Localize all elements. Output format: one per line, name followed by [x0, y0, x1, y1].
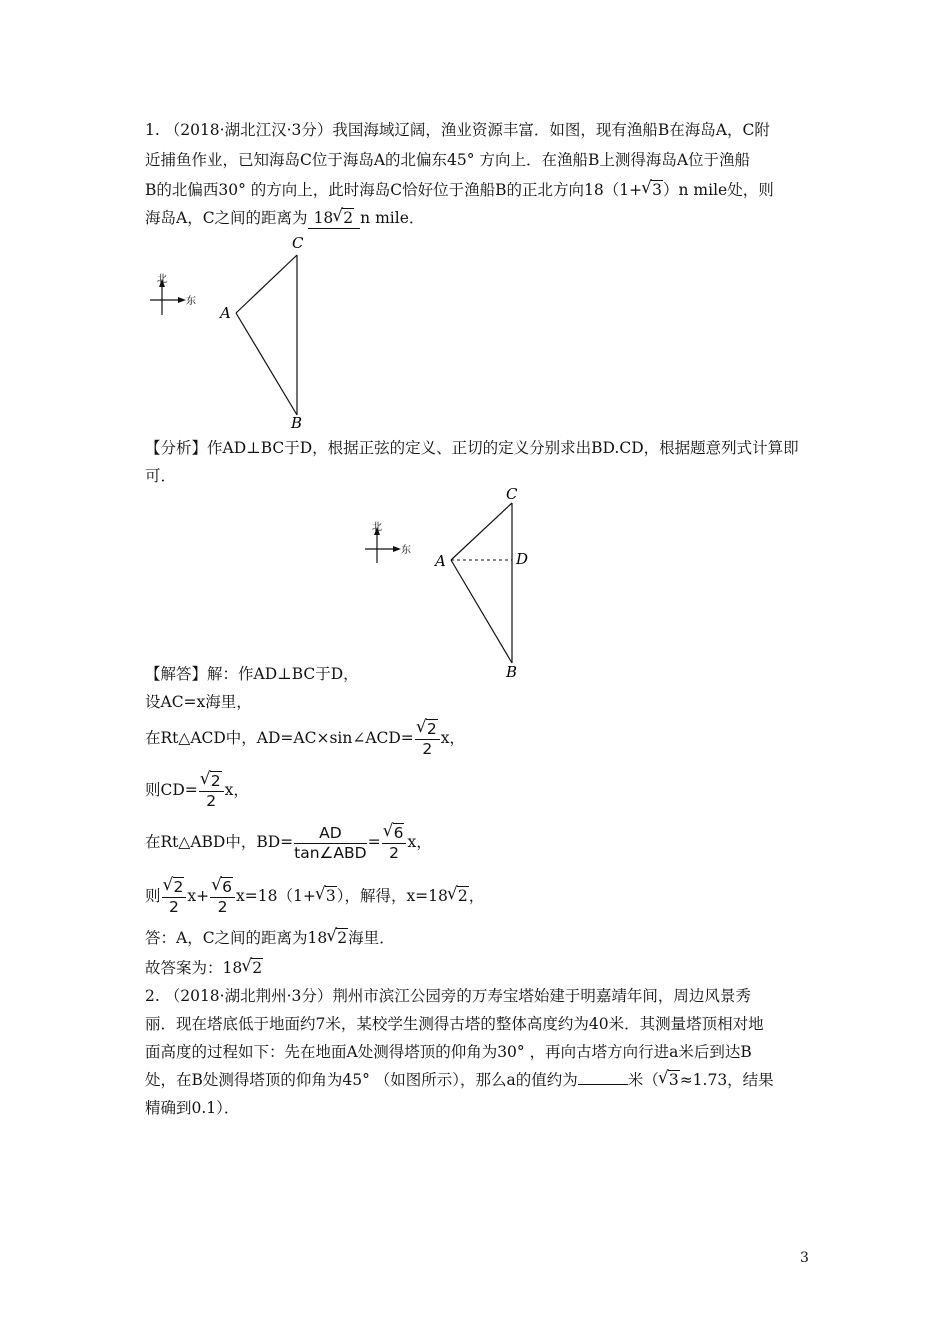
- fraction: [382, 824, 407, 863]
- denominator: tan∠ABD: [294, 843, 367, 862]
- numerator: [210, 878, 235, 898]
- q2-line3: 面高度的过程如下：先在地面A处测得塔顶的仰角为30° ，再向古塔方向行进a米后到达B: [145, 1043, 752, 1061]
- denominator: 2: [389, 843, 399, 862]
- s3-end: x，: [440, 729, 465, 747]
- sqrt: [201, 772, 222, 791]
- s4-text: 则CD=: [145, 781, 198, 799]
- radicand: 2: [426, 719, 437, 738]
- solution-line4: [145, 770, 249, 811]
- q2-line2: 丽．现在塔底低于地面约7米，某校学生测得古塔的整体高度约为40米．其测量塔顶相对地: [145, 1015, 764, 1033]
- numerator: [382, 824, 407, 844]
- denominator: 2: [422, 739, 433, 758]
- side-ab: [236, 313, 297, 415]
- denominator: 2: [206, 791, 217, 810]
- q2-line5: 精确到0.1）．: [145, 1099, 240, 1117]
- answer-blank: [578, 1084, 628, 1085]
- east-label: 东: [186, 296, 196, 307]
- radicand: 3: [325, 887, 336, 905]
- fraction: [294, 824, 366, 863]
- radicand: 3: [652, 181, 662, 199]
- sqrt-2: [333, 208, 354, 228]
- s5-end: x，: [407, 833, 432, 851]
- label-c: C: [506, 485, 518, 503]
- q1-line1: 1. （2018·湖北江汉·3分）我国海域辽阔，渔业资源丰富．如图，现有渔船B在海岛A，C附: [145, 121, 770, 139]
- label-b: B: [506, 663, 518, 680]
- radicand: 3: [668, 1071, 679, 1089]
- denominator: 2: [217, 897, 228, 916]
- label-d: D: [516, 550, 529, 568]
- label-b: B: [291, 414, 303, 430]
- radicand: 6: [393, 823, 404, 842]
- s6-mid2: x=18（1+: [236, 887, 316, 905]
- radicand: 2: [337, 929, 348, 947]
- sqrt-3: [642, 180, 663, 200]
- radicand: 6: [222, 877, 232, 896]
- answer-coef: 18: [313, 209, 334, 227]
- sqrt: [417, 720, 438, 739]
- q1-line2: 近捕鱼作业，已知海岛C位于海岛A的北偏东45° 方向上．在渔船B上测得海岛A位于渔船: [145, 151, 751, 169]
- side-ac: [236, 255, 297, 313]
- figure-1: [140, 230, 340, 430]
- numerator: [415, 720, 440, 740]
- fraction: [162, 878, 187, 917]
- q1-line4-end: n mile．: [360, 209, 425, 227]
- north-label: 北: [372, 522, 382, 533]
- numerator: AD: [294, 824, 366, 844]
- label-a: A: [220, 304, 231, 322]
- compass-icon: [365, 521, 411, 563]
- q2-line4: [145, 1070, 774, 1090]
- sqrt-3: [316, 876, 337, 916]
- q1-line4-text: 海岛A，C之间的距离为: [145, 209, 308, 227]
- denominator: 2: [169, 897, 179, 916]
- radicand: 2: [210, 771, 221, 790]
- sqrt-2: [327, 928, 348, 948]
- sqrt-2: [448, 876, 469, 916]
- solution-line6: [145, 876, 484, 917]
- q1-line3: [145, 180, 774, 200]
- s3-text: 在Rt△ACD中，AD=AC×sin∠ACD=: [145, 729, 414, 747]
- fraction: [199, 772, 224, 811]
- q1-line3-end: ）n mile处，则: [663, 181, 774, 199]
- fraction: [210, 878, 235, 917]
- label-a: A: [435, 552, 446, 570]
- q2-line1: 2. （2018·湖北荆州·3分）荆州市滨江公园旁的万寿宝塔始建于明嘉靖年间，周边风景秀: [145, 987, 751, 1005]
- s4-end: x，: [224, 781, 249, 799]
- side-ab: [451, 560, 512, 663]
- answer-underline: [308, 208, 361, 229]
- q1-line3-text: B的北偏西30° 的方向上，此时海岛C恰好位于渔船B的正北方向18（1+: [145, 181, 643, 199]
- analysis-line2: 可．: [145, 467, 177, 485]
- fraction: [415, 720, 440, 759]
- sqrt: [212, 878, 233, 897]
- q1-line4: [145, 208, 424, 229]
- solution-line1: 【解答】解：作AD⊥BC于D，: [145, 665, 359, 683]
- sqrt-2: [242, 958, 263, 978]
- s7-end: 海里．: [348, 929, 395, 947]
- solution-line8: [145, 958, 263, 978]
- q2-line4-end: ≈1.73，结果: [679, 1071, 774, 1089]
- q2-line4-text: 处，在B处测得塔顶的仰角为45° （如图所示），那么a的值约为: [145, 1071, 578, 1089]
- sqrt: [164, 878, 185, 897]
- radicand: 2: [457, 887, 468, 905]
- solution-line3: [145, 718, 465, 759]
- solution-line5: [145, 822, 432, 863]
- s6-end: ，: [468, 887, 485, 905]
- q2-line4-mid: 米（: [627, 1071, 659, 1089]
- s6-mid3: ），解得，x=18: [336, 887, 448, 905]
- solution-line2: 设AC=x海里，: [145, 693, 252, 711]
- east-label: 东: [401, 545, 411, 556]
- radicand: 2: [252, 959, 263, 977]
- sqrt-3: [659, 1070, 680, 1090]
- figure-2: [360, 480, 560, 680]
- solution-line7: [145, 928, 395, 948]
- equals: =: [367, 833, 381, 851]
- side-ac: [451, 503, 512, 560]
- page-number: 3: [800, 1250, 809, 1266]
- numerator: [162, 878, 187, 898]
- s8-text: 故答案为：18: [145, 959, 243, 977]
- radicand: 2: [173, 877, 184, 896]
- radicand: 2: [343, 209, 354, 227]
- sqrt: [384, 824, 405, 843]
- label-c: C: [292, 234, 304, 252]
- s5-text: 在Rt△ABD中，BD=: [145, 833, 294, 851]
- numerator: [199, 772, 224, 792]
- analysis-line1: 【分析】作AD⊥BC于D，根据正弦的定义、正切的定义分别求出BD.CD，根据题意列式计算即: [145, 439, 799, 457]
- s7-text: 答：A，C之间的距离为18: [145, 929, 328, 947]
- s6-mid: x+: [187, 887, 210, 905]
- north-label: 北: [157, 274, 167, 285]
- compass-icon: [150, 273, 196, 315]
- s6-text: 则: [145, 887, 161, 905]
